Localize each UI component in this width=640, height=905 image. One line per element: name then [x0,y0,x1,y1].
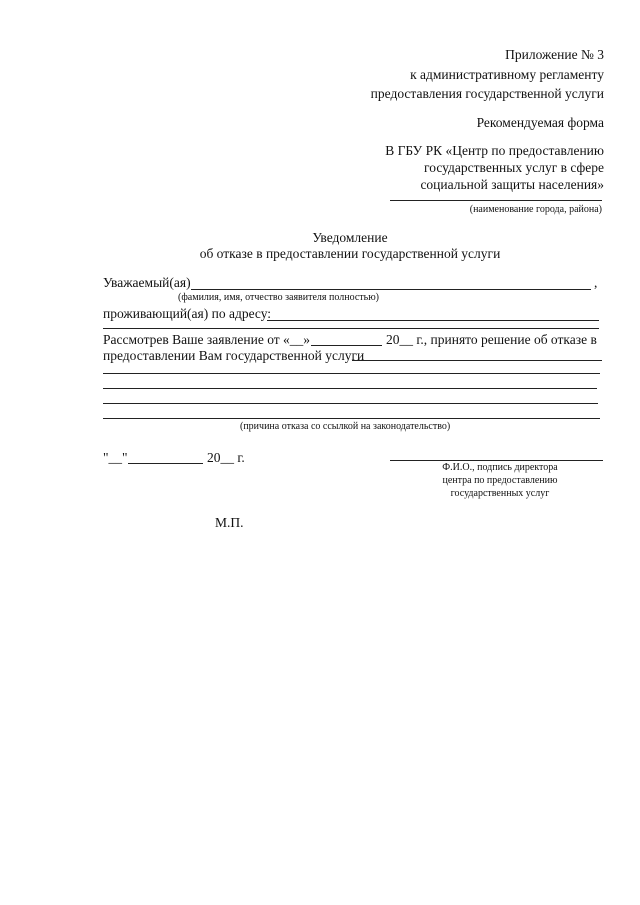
signature-blank [390,460,603,461]
considered-text-line2: предоставлении Вам государственной услуги [103,348,365,363]
considered-text-a: Рассмотрев Ваше заявление от «__» [103,332,311,347]
signature-caption-3: государственных услуг [450,488,550,499]
applicant-name-blank [191,289,591,290]
reason-caption: (причина отказа со ссылкой на законодательство) [240,421,451,432]
addressee-line-1: В ГБУ РК «Центр по предоставлению [385,143,604,158]
dear-comma: , [594,275,598,290]
appendix-service: предоставления государственной услуги [370,86,604,101]
appendix-number: Приложение № 3 [505,47,604,62]
notice-subtitle: об отказе в предоставлении государственной услуги [199,246,501,261]
applicant-name-caption: (фамилия, имя, отчество заявителя полностью) [178,292,380,303]
signature-caption-1: Ф.И.О., подпись директора [442,462,558,473]
reason-line-1 [103,373,600,374]
application-date-blank [311,345,382,346]
recommended-form-note: Рекомендуемая форма [476,115,604,130]
address-blank-2 [103,328,599,329]
stamp-place: М.П. [215,515,244,530]
city-district-caption: (наименование города, района) [469,204,602,215]
addressee-line-3: социальной защиты населения» [420,177,604,192]
reason-line-4 [103,418,600,419]
signature-caption-2: центра по предоставлению [442,475,558,486]
service-blank [352,360,602,361]
date-day: "__" [103,450,128,465]
reason-line-2 [103,388,597,389]
considered-text-b: 20__ г., принято решение об отказе в [386,332,597,347]
address-label: проживающий(ая) по адресу: [103,306,272,321]
appendix-regulation: к административному регламенту [410,67,604,82]
reason-line-3 [103,403,598,404]
dear-label: Уважаемый(ая) [103,275,191,290]
city-district-blank [390,200,602,201]
date-month-blank [128,463,203,464]
date-year: 20__ г. [207,450,245,465]
addressee-line-2: государственных услуг в сфере [424,160,604,175]
address-blank [267,320,599,321]
notice-title: Уведомление [312,230,388,245]
